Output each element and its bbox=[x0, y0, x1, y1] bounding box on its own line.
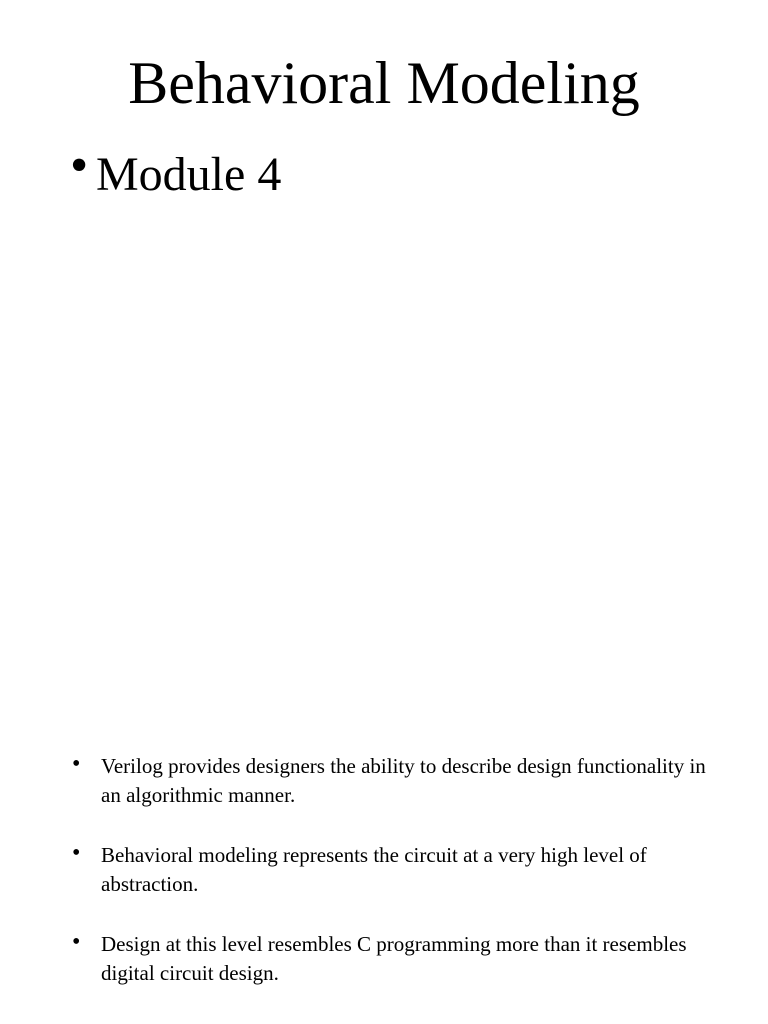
bullet-icon: • bbox=[72, 929, 81, 955]
slide-title: Behavioral Modeling bbox=[128, 50, 640, 116]
bullet-icon: • bbox=[72, 751, 81, 777]
notes-item-text: Verilog provides designers the ability to describe design functionality in an algorithmic manner. bbox=[101, 754, 706, 807]
main-bullet-text: Module 4 bbox=[96, 148, 282, 201]
notes-list bbox=[72, 752, 712, 1019]
notes-item-text: Behavioral modeling represents the circuit at a very high level of abstraction. bbox=[101, 843, 647, 896]
notes-list-item bbox=[72, 930, 712, 988]
notes-list-item bbox=[72, 752, 712, 810]
notes-list-item bbox=[72, 841, 712, 899]
bullet-icon: • bbox=[72, 840, 81, 866]
notes-item-text: Design at this level resembles C programming more than it resembles digital circuit design. bbox=[101, 932, 687, 985]
bullet-icon: • bbox=[70, 137, 89, 194]
main-bullet bbox=[70, 137, 282, 204]
